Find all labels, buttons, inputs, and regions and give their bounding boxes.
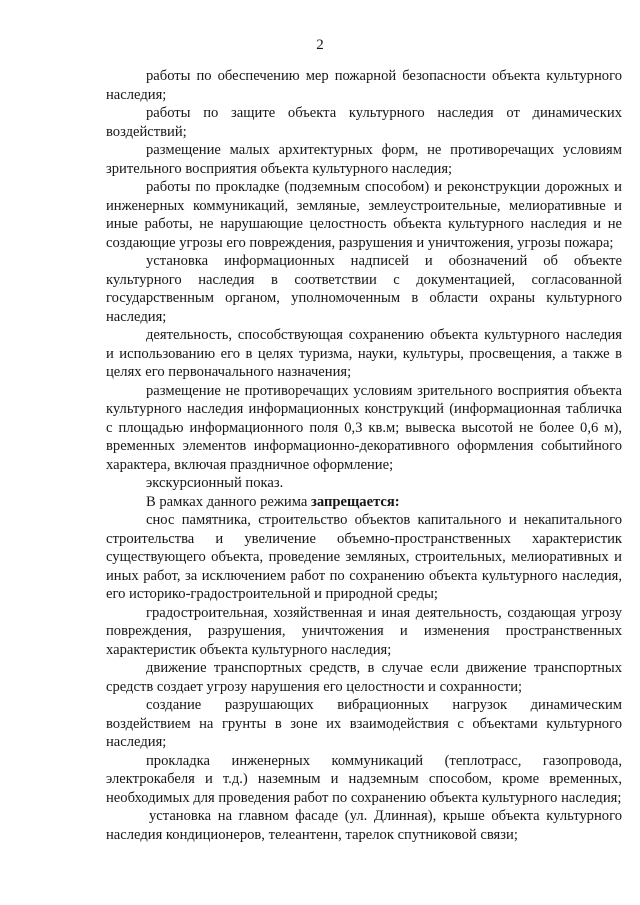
prohibited-item: градостроительная, хозяйственная и иная деятельность, создающая угрозу повреждения, разрушения, уничтожения и изменения пространственных характеристик объекта культурного наследия; (106, 604, 622, 658)
permitted-item: работы по обеспечению мер пожарной безопасности объекта культурного наследия; (106, 68, 622, 103)
permitted-item: работы по защите объекта культурного наследия от динамических воздействий; (106, 105, 622, 140)
permitted-item: работы по прокладке (подземным способом) и реконструкции дорожных и инженерных коммуникаций, земляные, землеустроительные, мелиоративные и иные работы, не нарушающие целостность объекта культурного наследия и не создающие угрозы его повреждения, разрушения и уничтожения, угрозы пожара; (106, 179, 622, 251)
prohibition-heading-emphasis: запрещается: (311, 493, 400, 510)
permitted-item: размещение малых архитектурных форм, не противоречащих условиям зрительного восприятия объекта культурного наследия; (106, 142, 622, 177)
prohibited-item: прокладка инженерных коммуникаций (теплотрасс, газопровода, электрокабеля и т.д.) наземным и надземным способом, кроме временных, необходимых для проведения работ по сохранению объекта культурного наследия; (106, 752, 622, 806)
prohibited-item: создание разрушающих вибрационных нагрузок динамическим воздействием на грунты в зоне их взаимодействия с объектами культурного наследия; (106, 697, 622, 750)
page-number: 2 (316, 37, 324, 53)
prohibited-item: снос памятника, строительство объектов капитального и некапитального строительства и увеличение объемно-пространственных характеристик существующего объекта, проведение земляных, строительных, мелиоративных и иных работ, за исключением работ по сохранению объекта культурного наследия, его историко-градостроительной и природной среды; (106, 512, 622, 602)
document-body (106, 67, 622, 844)
permitted-item: установка информационных надписей и обозначений об объекте культурного наследия в соответствии с документацией, согласованной государственным органом, уполномоченным в области охраны культурного наследия; (106, 253, 622, 325)
prohibited-item: установка на главном фасаде (ул. Длинная), крыше объекта культурного наследия кондиционеров, телеантенн, тарелок спутниковой связи; (106, 808, 622, 843)
prohibition-heading-text: В рамках данного режима (146, 493, 311, 510)
prohibition-heading (106, 493, 622, 512)
permitted-item: размещение не противоречащих условиям зрительного восприятия объекта культурного наследия информационных конструкций (информационная табличка с площадью информационного поля 0,3 кв.м; вывеска высотой не более 0,6 м), временных элементов информационно-декоративного оформления событийного характера, включая праздничное оформление; (106, 382, 622, 473)
permitted-item: экскурсионный показ. (146, 475, 284, 491)
prohibited-item: движение транспортных средств, в случае если движение транспортных средств создает угрозу нарушения его целостности и сохранности; (106, 660, 622, 695)
permitted-item: деятельность, способствующая сохранению объекта культурного наследия и использованию его в целях туризма, науки, культуры, просвещения, а также в целях его первоначального назначения; (106, 327, 622, 380)
